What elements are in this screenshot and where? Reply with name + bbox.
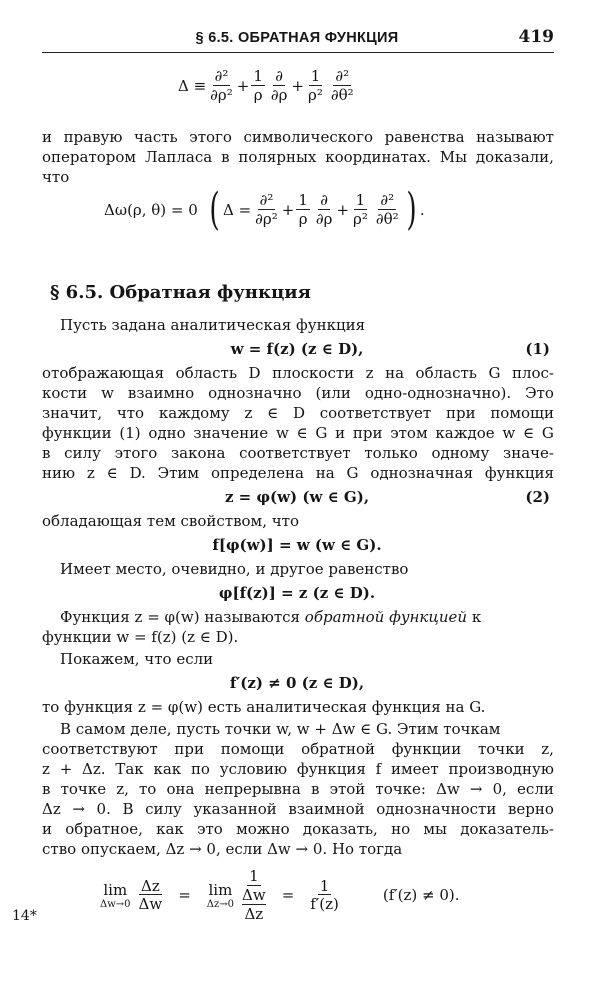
formula-derivative-inverse: lim Δw→0 $\frac{\Delta z}{\Delta w}$ = lim Δz→0 1 Δw Δz = $\frac{1}{f'(z)}$ (f′(z) ≠ 0). xyxy=(100,867,460,923)
text-line: ство опускаем, Δz → 0, если Δw → 0. Но тогда xyxy=(42,840,403,858)
text-line: В самом деле, пусть точки w, w + Δw ∈ G. Этим точкам xyxy=(60,720,501,738)
text-line: в силу этого закона соответствует только одному значе- xyxy=(42,444,554,462)
text-line: функции (1) одно значение w ∈ G и при этом каждое w ∈ G xyxy=(42,424,554,442)
equation-3: f[φ(w)] = w (w ∈ G). xyxy=(212,536,382,554)
equation-1: w = f(z) (z ∈ D), xyxy=(230,340,364,358)
text-line: и обратное, как это можно доказать, но мы доказатель- xyxy=(42,820,554,838)
text-line: соответствуют при помощи обратной функции точки z, xyxy=(42,740,554,758)
text-line: Пусть задана аналитическая функция xyxy=(60,316,366,334)
text-line-definition: Функция z = φ(w) называются обратной функцией к xyxy=(60,608,482,626)
text-line: значит, что каждому z ∈ D соответствует при помощи xyxy=(42,404,554,422)
signature-mark: 14* xyxy=(12,908,37,924)
formula-laplace-equation: Δω(ρ, θ) = 0 ( Δ = ∂² ∂ρ² + $\frac{1}{\rho}$ ∂ ∂ρ + $\frac{1}{\text{ρ²}}$ ∂² ∂θ² ) . xyxy=(104,184,425,235)
text-line: нию z ∈ D. Этим определена на G однозначная функция xyxy=(42,464,554,482)
formula-laplacian-def: Δ ≡ ∂² ∂ρ² + $\frac{1}{\rho}$ ∂ ∂ρ + $\frac{1}{\text{ρ²}}$ ∂² ∂θ² xyxy=(178,67,354,104)
running-header: § 6.5. ОБРАТНАЯ ФУНКЦИЯ xyxy=(195,30,399,46)
text-line: что xyxy=(42,168,70,186)
emphasis-term: обратной функцией xyxy=(304,608,468,626)
equation-2: z = φ(w) (w ∈ G), xyxy=(224,488,370,506)
equation-4: φ[f(z)] = z (z ∈ D). xyxy=(218,584,376,602)
text-line: обладающая тем свойством, что xyxy=(42,512,299,530)
text-line: и правую часть этого символического равенства называют xyxy=(42,128,554,146)
text-line: Δz → 0. В силу указанной взаимной однозначности верно xyxy=(42,800,554,818)
text-line: Покажем, что если xyxy=(60,650,214,668)
text-line: функции w = f(z) (z ∈ D). xyxy=(42,628,239,646)
header-rule xyxy=(42,52,554,53)
text-line: z + Δz. Так как по условию функция f имеет производную xyxy=(42,760,554,778)
text-line: оператором Лапласа в полярных координатах. Мы доказали, xyxy=(42,148,554,166)
equation-number-1: (1) xyxy=(525,340,550,358)
text-line: кости w взаимно однозначно (или одно-однозначно). Это xyxy=(42,384,554,402)
equation-number-2: (2) xyxy=(525,488,550,506)
section-title: § 6.5. Обратная функция xyxy=(50,282,311,303)
text-line: то функция z = φ(w) есть аналитическая функция на G. xyxy=(42,698,486,716)
text-line: отображающая область D плоскости z на область G плос- xyxy=(42,364,554,382)
text-line: Имеет место, очевидно, и другое равенство xyxy=(60,560,409,578)
equation-5: f′(z) ≠ 0 (z ∈ D), xyxy=(229,674,365,692)
page-number: 419 xyxy=(518,27,554,47)
text-line: в точке z, то она непрерывна в этой точке: Δw → 0, если xyxy=(42,780,554,798)
